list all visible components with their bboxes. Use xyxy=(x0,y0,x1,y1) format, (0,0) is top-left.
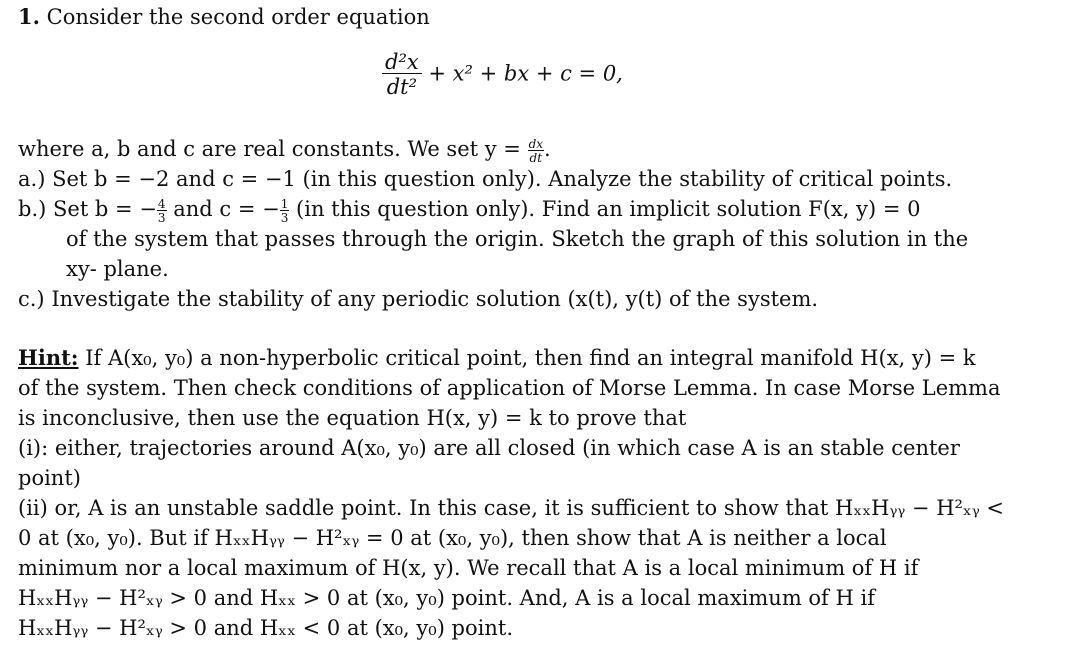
hint-line-3: is inconclusive, then use the equation H(x, y) = k to prove that xyxy=(18,406,687,430)
part-b-mid: and c = − xyxy=(173,197,280,221)
one-third-num: 1 xyxy=(280,196,289,211)
hint-line-9: HₓₓHᵧᵧ − H²ₓᵧ > 0 and Hₓₓ > 0 at (x₀, y₀) point. And, A is a local maximum of H if xyxy=(18,586,875,610)
part-b xyxy=(18,196,920,224)
four-thirds-num: 4 xyxy=(157,196,166,211)
constants-line xyxy=(18,136,551,164)
hint-line-5: point) xyxy=(18,466,81,490)
constants-end: . xyxy=(544,137,551,161)
hint-line-2: of the system. Then check conditions of application of Morse Lemma. In case Morse Lemma xyxy=(18,376,1001,400)
part-c-label: c.) xyxy=(18,287,45,311)
one-third-den: 3 xyxy=(280,210,289,225)
hint-line-10: HₓₓHᵧᵧ − H²ₓᵧ > 0 and Hₓₓ < 0 at (x₀, y₀) point. xyxy=(18,616,513,640)
dxdt-fraction xyxy=(528,138,544,164)
fraction-numerator: d²x xyxy=(382,52,422,74)
part-b-post: (in this question only). Find an implicit solution F(x, y) = 0 xyxy=(296,197,921,221)
constants-text: where a, b and c are real constants. We set y = xyxy=(18,137,521,161)
hint-label: Hint: xyxy=(18,345,79,370)
four-thirds-den: 3 xyxy=(157,210,166,225)
hint-line-7: 0 at (x₀, y₀). But if HₓₓHᵧᵧ − H²ₓᵧ = 0 at (x₀, y₀), then show that A is neither a local xyxy=(18,526,887,550)
part-a-text: Set b = −2 and c = −1 (in this question only). Analyze the stability of critical points. xyxy=(52,167,953,191)
hint-line-8: minimum nor a local maximum of H(x, y). We recall that A is a local minimum of H if xyxy=(18,556,919,580)
dxdt-denominator: dt xyxy=(529,150,543,165)
part-c-text: Investigate the stability of any periodic solution (x(t), y(t) of the system. xyxy=(51,287,819,311)
dxdt-numerator: dx xyxy=(528,136,544,151)
hint-text-1: If A(x₀, y₀) a non-hyperbolic critical point, then find an integral manifold H(x, y) = k xyxy=(85,346,976,370)
equation-rest: + x² + bx + c = 0, xyxy=(428,61,623,86)
hint-line-6: (ii) or, A is an unstable saddle point. In this case, it is sufficient to show that HₓₓHᵧᵧ − H²ₓᵧ < xyxy=(18,496,1005,520)
second-derivative-fraction xyxy=(382,52,422,98)
part-c xyxy=(18,286,818,312)
part-a xyxy=(18,166,952,192)
part-b-pre: Set b = − xyxy=(53,197,157,221)
part-b-line2: of the system that passes through the origin. Sketch the graph of this solution in the xyxy=(66,227,969,251)
fraction-denominator: dt² xyxy=(386,75,418,99)
four-thirds-fraction xyxy=(157,198,167,224)
hint-line-4: (i): either, trajectories around A(x₀, y₀) are all closed (in which case A is an stable center xyxy=(18,436,960,460)
problem-number: 1. xyxy=(18,4,40,29)
part-b-label: b.) xyxy=(18,197,47,221)
one-third-fraction xyxy=(280,198,290,224)
part-a-label: a.) xyxy=(18,167,46,191)
problem-intro: Consider the second order equation xyxy=(46,5,430,29)
display-equation xyxy=(382,52,623,98)
part-b-line3: xy- plane. xyxy=(66,257,169,281)
hint-line-1 xyxy=(18,345,976,371)
problem-header xyxy=(18,4,430,30)
